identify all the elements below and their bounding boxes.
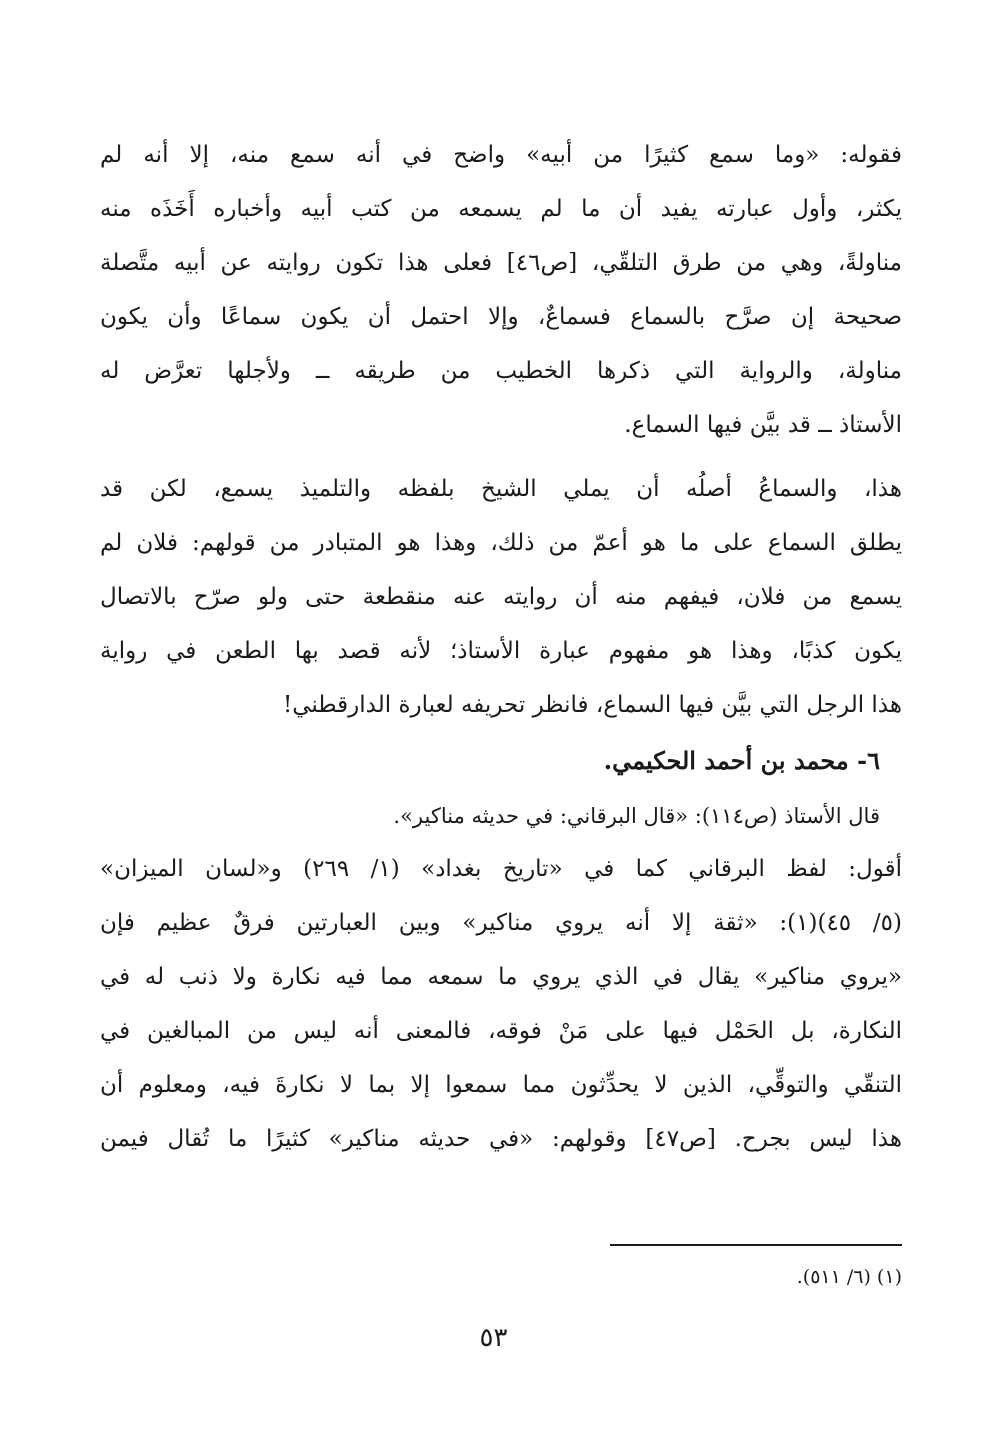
section-heading: ٦- محمد بن أحمد الحكيمي.	[603, 746, 880, 775]
text-line: يسمع من فلان، فيفهم منه أن روايته عنه منقطعة حتى ولو صرّح بالاتصال	[100, 584, 902, 610]
text-line: يطلق السماع على ما هو أعمّ من ذلك، وهذا هو المتبادر من قولهم: فلان لم	[100, 530, 902, 556]
quoted-statement: قال الأستاذ (ص١١٤): «قال البرقاني: في حديثه مناكير».	[393, 804, 880, 828]
text-line: الأستاذ ــ قد بيَّن فيها السماع.	[624, 412, 902, 438]
page-number: ٥٣	[479, 1323, 508, 1353]
text-line: مناولةً، وهي من طرق التلقّي، [ص٤٦] فعلى هذا تكون روايته عن أبيه متَّصلة	[100, 250, 902, 276]
paragraph-3	[100, 842, 902, 1166]
text-line: يكثر، وأول عبارته يفيد أن ما لم يسمعه من كتب أبيه وأخباره أَخَذَه منه	[100, 196, 902, 222]
text-line: (٥/ ٤٥)(١): «ثقة إلا أنه يروي مناكير» وبين العبارتين فرقٌ عظيم فإن	[100, 910, 902, 936]
text-line: النكارة، بل الحَمْل فيها على مَنْ فوقه، فالمعنى أنه ليس من المبالغين في	[100, 1018, 902, 1044]
text-line: هذا، والسماعُ أصلُه أن يملي الشيخ بلفظه والتلميذ يسمع، لكن قد	[100, 476, 902, 502]
text-line: فقوله: «وما سمع كثيرًا من أبيه» واضح في أنه سمع منه، إلا أنه لم	[100, 142, 902, 168]
text-line: هذا ليس بجرح. [ص٤٧] وقولهم: «في حديثه مناكير» كثيرًا ما تُقال فيمن	[100, 1126, 902, 1152]
text-line: هذا الرجل التي بيَّن فيها السماع، فانظر تحريفه لعبارة الدارقطني!	[282, 692, 902, 718]
footnote: (١) (٦/ ٥١١).	[796, 1266, 902, 1288]
text-line: أقول: لفظ البرقاني كما في «تاريخ بغداد» (١/ ٢٦٩) و«لسان الميزان»	[100, 856, 902, 882]
text-line: يكون كذبًا، وهذا هو مفهوم عبارة الأستاذ؛ لأنه قصد بها الطعن في رواية	[100, 638, 902, 664]
text-line: «يروي مناكير» يقال في الذي يروي ما سمعه مما فيه نكارة ولا ذنب له في	[100, 964, 902, 990]
paragraph-2	[100, 462, 902, 732]
text-line: صحيحة إن صرَّح بالسماع فسماعٌ، وإلا احتمل أن يكون سماعًا وأن يكون	[100, 304, 902, 330]
paragraph-1	[100, 128, 902, 452]
footnote-divider	[610, 1244, 902, 1246]
paragraph-spacer	[100, 452, 902, 462]
text-line: مناولة، والرواية التي ذكرها الخطيب من طريقه ــ ولأجلها تعرَّض له	[100, 358, 902, 384]
text-line: التنقّي والتوقِّي، الذين لا يحدِّثون مما سمعوا إلا بما لا نكارةَ فيه، ومعلوم أن	[100, 1072, 902, 1098]
